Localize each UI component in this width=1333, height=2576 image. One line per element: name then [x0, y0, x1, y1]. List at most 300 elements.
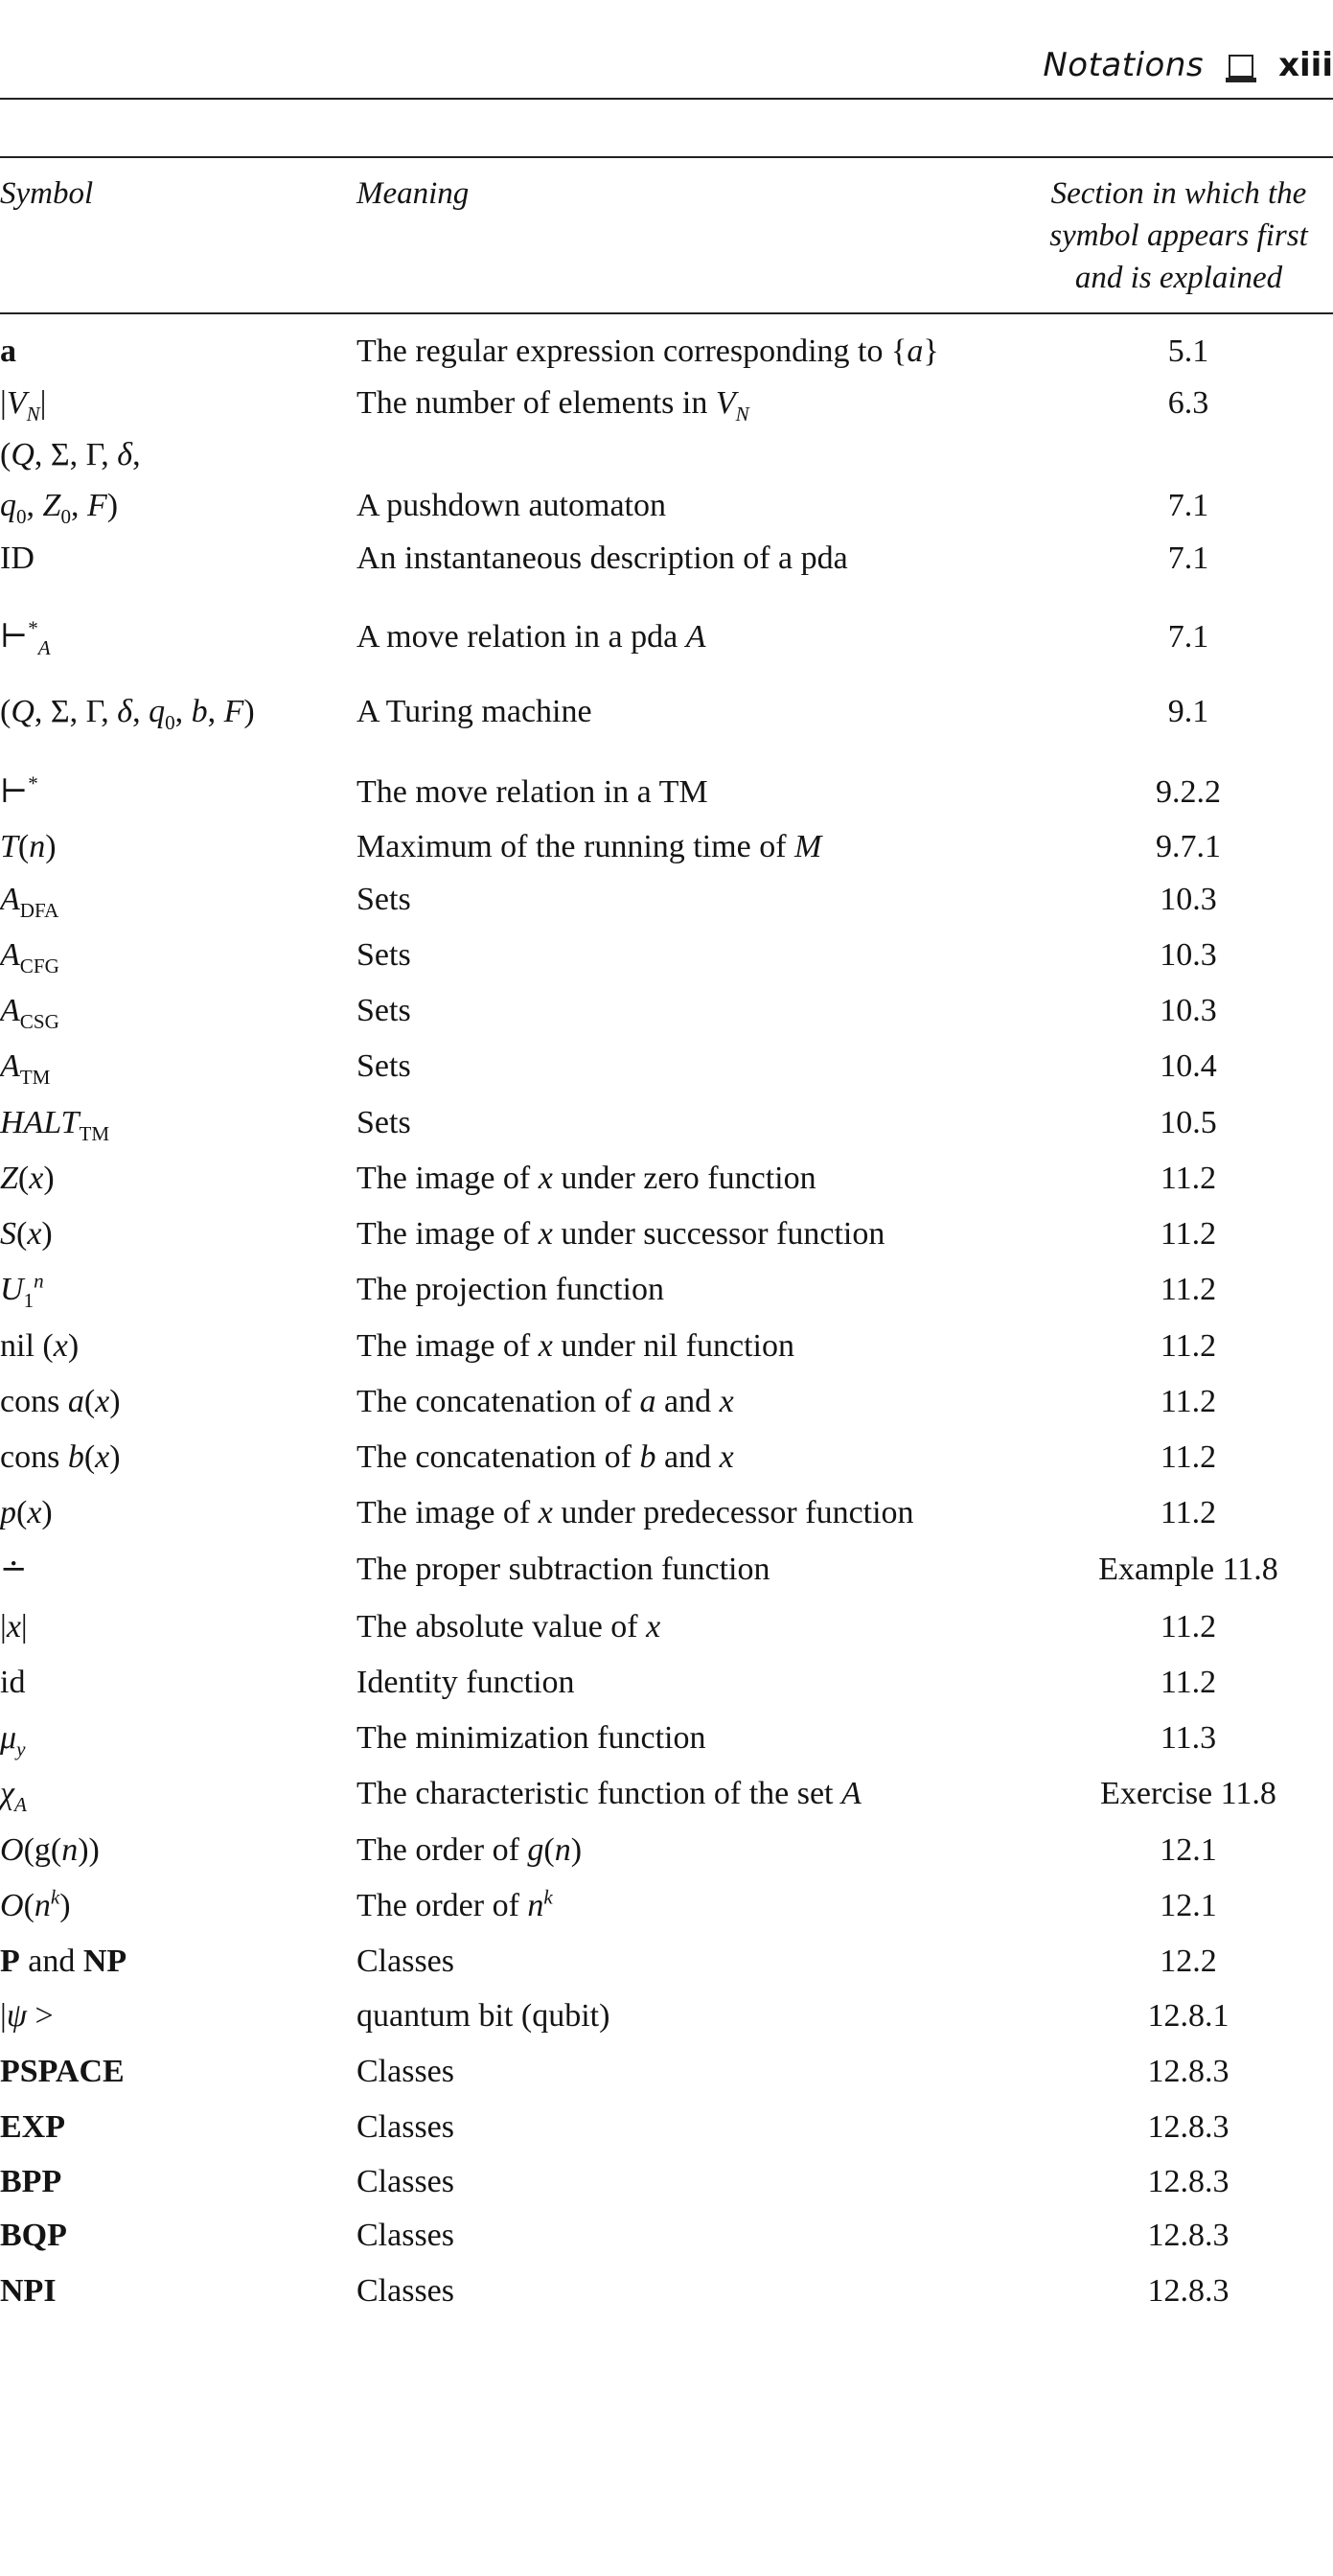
text-run: The order of [356, 1832, 528, 1868]
text-run: ID [0, 540, 34, 576]
text-run: A [841, 1776, 862, 1811]
text-run: , [174, 694, 192, 729]
symbol-cell [0, 1543, 28, 1597]
text-run: , Σ, Γ, [34, 694, 118, 729]
table-row [0, 2265, 1333, 2318]
text-run: A move relation in a pda [356, 619, 686, 655]
meaning-cell [356, 377, 749, 430]
text-run: under successor function [552, 1216, 885, 1252]
text-run: The image of [356, 1328, 539, 1364]
meaning-cell [356, 2209, 454, 2263]
symbol-cell [0, 2101, 65, 2154]
table-top-rule [0, 156, 1333, 158]
text-run: Sets [356, 937, 411, 973]
text-run: A pushdown automaton [356, 488, 666, 523]
symbol-cell [0, 1320, 79, 1373]
text-run: Classes [356, 2054, 454, 2089]
section-cell: 12.8.3 [1147, 2054, 1230, 2089]
text-run: b [191, 694, 208, 729]
section-cell: 11.2 [1160, 1161, 1217, 1196]
meaning-cell [356, 685, 592, 739]
meaning-cell [356, 1543, 770, 1597]
symbol-cell-line1 [0, 428, 141, 482]
text-run: b [67, 1439, 84, 1475]
symbol-cell [0, 2265, 57, 2318]
meaning-cell [356, 1767, 862, 1821]
text-run: ( [543, 1832, 555, 1868]
text-run: χ [0, 1776, 14, 1811]
meaning-cell [356, 929, 411, 982]
text-run: a [639, 1384, 656, 1419]
text-run: The absolute value of [356, 1609, 647, 1644]
symbol-cell [0, 1263, 44, 1317]
text-run: A [37, 635, 51, 659]
text-run: ( [0, 694, 11, 729]
section-cell: 11.2 [1160, 1216, 1217, 1252]
section-cell: 12.1 [1160, 1888, 1217, 1923]
section-cell: Exercise 11.8 [1100, 1776, 1276, 1811]
text-run: q [0, 488, 16, 523]
symbol-cell [0, 1767, 27, 1821]
table-header-rule [0, 312, 1333, 314]
meaning-cell [356, 1990, 609, 2043]
text-run: ) [59, 1888, 71, 1923]
page-number: xiii [1278, 46, 1333, 84]
section-cell: 12.8.1 [1147, 1998, 1230, 2034]
text-run: under nil function [552, 1328, 794, 1364]
text-run: and [655, 1384, 720, 1419]
text-run: ( [16, 1495, 28, 1530]
text-run: A [0, 882, 20, 917]
text-run: V [6, 385, 27, 421]
text-run: DFA [19, 898, 59, 922]
running-head [1043, 46, 1333, 84]
text-run: A [685, 619, 706, 655]
text-run: EXP [0, 2109, 65, 2145]
text-run: | [0, 1609, 7, 1644]
text-run: , Σ, Γ, [34, 437, 118, 472]
symbol-cell [0, 929, 59, 982]
table-row [0, 1431, 1333, 1484]
text-run: b [639, 1439, 656, 1475]
text-run: ⊢ [0, 619, 29, 655]
symbol-cell [0, 325, 16, 379]
text-run: The minimization function [356, 1720, 706, 1756]
text-run: The image of [356, 1216, 539, 1252]
text-run: ( [23, 1888, 34, 1923]
meaning-cell [356, 1431, 734, 1484]
text-run: ) [41, 1495, 53, 1530]
text-run: , [71, 488, 88, 523]
table-row [0, 1824, 1333, 1877]
text-run: ( [83, 1384, 96, 1419]
meaning-cell [356, 1040, 411, 1093]
column-header-section-line: Section in which the [1050, 176, 1307, 211]
text-run: Classes [356, 2273, 454, 2309]
text-run: x [538, 1216, 553, 1252]
meaning-cell [356, 1375, 734, 1429]
text-run: Classes [356, 1944, 454, 1979]
section-cell: 6.3 [1167, 385, 1209, 421]
text-run: ) [45, 829, 57, 864]
text-run: A Turing machine [356, 694, 592, 729]
text-run: ( [83, 1439, 96, 1475]
text-run: n [554, 1832, 571, 1868]
column-header-meaning: Meaning [356, 176, 470, 211]
text-run: μ [0, 1720, 17, 1756]
text-run: | [39, 385, 47, 421]
meaning-cell [356, 820, 821, 874]
table-row [0, 1263, 1333, 1317]
text-run: The regular expression corresponding to { [356, 334, 908, 369]
section-cell: 12.8.3 [1147, 2218, 1230, 2253]
text-run: ) [43, 1161, 55, 1196]
text-run: Classes [356, 2109, 454, 2145]
text-run: Classes [356, 2218, 454, 2253]
text-run: under predecessor function [552, 1495, 914, 1530]
symbol-cell [0, 1431, 121, 1484]
text-run: ) [243, 694, 255, 729]
text-run: ) [109, 1439, 121, 1475]
symbol-cell [0, 1656, 25, 1710]
table-row [0, 1656, 1333, 1710]
text-run: ∸ [0, 1552, 28, 1587]
section-cell: 10.3 [1160, 937, 1217, 973]
text-run: V [715, 385, 736, 421]
text-run: NP [82, 1944, 127, 1979]
text-run: k [543, 1885, 553, 1909]
symbol-cell [0, 2155, 61, 2209]
text-run: The number of elements in [356, 385, 716, 421]
header-rule [0, 98, 1333, 100]
table-row [0, 2101, 1333, 2154]
text-run: nil ( [0, 1328, 54, 1364]
section-cell: Example 11.8 [1098, 1552, 1278, 1587]
meaning-cell [356, 325, 939, 379]
text-run: A [13, 1792, 27, 1816]
text-run: An instantaneous description of a pda [356, 540, 848, 576]
symbol-cell [0, 766, 38, 819]
text-run: A [0, 993, 20, 1028]
running-head-title: Notations [1043, 46, 1205, 84]
table-row [0, 984, 1333, 1038]
meaning-cell [356, 1600, 660, 1654]
text-run: x [646, 1609, 661, 1644]
text-run: ) [41, 1216, 53, 1252]
text-run: n [61, 1832, 79, 1868]
text-run: x [538, 1495, 553, 1530]
symbol-cell [0, 610, 51, 664]
section-cell: 10.4 [1160, 1048, 1217, 1084]
text-run: k [50, 1885, 60, 1909]
table-row [0, 1040, 1333, 1093]
text-run: a [67, 1384, 84, 1419]
meaning-cell [356, 1656, 575, 1710]
text-run: n [527, 1888, 544, 1923]
section-cell: 12.8.3 [1147, 2109, 1230, 2145]
text-run: > [26, 1998, 54, 2034]
text-run: The concatenation of [356, 1439, 640, 1475]
text-run: n [34, 1888, 51, 1923]
meaning-cell [356, 1096, 411, 1150]
section-cell: 11.2 [1160, 1665, 1217, 1700]
text-run: Q [11, 437, 34, 472]
symbol-cell [0, 1040, 50, 1093]
symbol-cell [0, 820, 57, 874]
text-run: n [34, 1269, 44, 1293]
computer-icon [1229, 55, 1253, 78]
symbol-cell [0, 2209, 67, 2263]
symbol-cell [0, 1712, 25, 1765]
meaning-cell [356, 2265, 454, 2318]
text-run: CFG [19, 954, 59, 978]
text-run: x [27, 1216, 42, 1252]
text-run: under zero function [552, 1161, 816, 1196]
table-row [0, 377, 1333, 430]
column-header-section [1016, 172, 1333, 299]
section-cell: 11.2 [1160, 1328, 1217, 1364]
table-row [0, 873, 1333, 927]
symbol-cell [0, 873, 58, 927]
text-run: A [0, 1048, 20, 1084]
text-run: y [16, 1736, 26, 1760]
section-cell: 10.5 [1160, 1105, 1217, 1140]
text-run: x [29, 1161, 44, 1196]
text-run: NPI [0, 2273, 57, 2309]
meaning-cell [356, 532, 848, 586]
table-row [0, 1096, 1333, 1150]
symbol-cell [0, 2045, 125, 2099]
table-row [0, 610, 1333, 664]
meaning-cell [356, 1824, 582, 1877]
text-run: δ [117, 437, 133, 472]
symbol-cell [0, 1600, 28, 1654]
text-run: n [29, 829, 46, 864]
text-run: (g( [23, 1832, 62, 1868]
section-cell: 11.2 [1160, 1495, 1217, 1530]
text-run: a [0, 334, 16, 369]
text-run: O [0, 1888, 24, 1923]
meaning-cell [356, 2155, 454, 2209]
text-run: * [28, 771, 38, 795]
text-run: The characteristic function of the set [356, 1776, 841, 1811]
text-run: The concatenation of [356, 1384, 640, 1419]
meaning-cell [356, 1208, 885, 1261]
table-row [0, 532, 1333, 586]
meaning-cell [356, 1712, 705, 1765]
text-run: | [0, 1998, 7, 2034]
text-run: The image of [356, 1495, 539, 1530]
text-run: x [27, 1495, 42, 1530]
text-run: 0 [16, 504, 27, 528]
symbol-cell [0, 1096, 109, 1150]
meaning-cell [356, 766, 708, 819]
text-run: S [0, 1216, 16, 1252]
text-run: M [794, 829, 822, 864]
table-row [0, 1990, 1333, 2043]
text-run: ( [17, 1161, 30, 1196]
symbol-cell [0, 685, 255, 739]
meaning-cell [356, 1263, 664, 1317]
text-run: , [26, 488, 43, 523]
text-run: The proper subtraction function [356, 1552, 770, 1587]
text-run: TM [79, 1121, 110, 1145]
text-run: Maximum of the running time of [356, 829, 795, 864]
table-row [0, 2209, 1333, 2263]
table-row [0, 929, 1333, 982]
section-cell: 11.2 [1160, 1609, 1217, 1644]
text-run: , [207, 694, 224, 729]
text-run: * [28, 616, 38, 640]
text-run: F [87, 488, 107, 523]
text-run: PSPACE [0, 2054, 125, 2089]
section-cell: 12.1 [1160, 1832, 1217, 1868]
section-cell: 7.1 [1167, 540, 1209, 576]
symbol-cell [0, 1879, 71, 1933]
section-cell: 9.7.1 [1156, 829, 1221, 864]
table-row [0, 1712, 1333, 1765]
meaning-cell [356, 479, 666, 533]
symbol-cell [0, 1990, 54, 2043]
column-header-section-line: symbol appears first [1049, 218, 1308, 253]
symbol-cell [0, 1152, 55, 1206]
table-row [0, 1486, 1333, 1540]
section-cell: 12.2 [1160, 1944, 1217, 1979]
text-run: ( [16, 1216, 28, 1252]
text-run: a [907, 334, 924, 369]
meaning-cell [356, 2045, 454, 2099]
text-run: Identity function [356, 1665, 575, 1700]
table-row [0, 1320, 1333, 1373]
text-run: BQP [0, 2218, 67, 2253]
section-cell: 11.2 [1160, 1272, 1217, 1307]
section-cell: 7.1 [1167, 488, 1209, 523]
text-run: g [527, 1832, 544, 1868]
table-row [0, 1879, 1333, 1933]
text-run: ψ [6, 1998, 27, 2034]
text-run: ( [17, 829, 30, 864]
meaning-cell [356, 1152, 816, 1206]
text-run: 1 [23, 1288, 34, 1312]
text-run: )) [78, 1832, 100, 1868]
meaning-cell [356, 1879, 553, 1933]
text-run: cons [0, 1439, 68, 1475]
text-run: Sets [356, 993, 411, 1028]
section-cell: 10.3 [1160, 882, 1217, 917]
text-run: x [719, 1384, 734, 1419]
table-row [0, 1375, 1333, 1429]
table-row [0, 1600, 1333, 1654]
table-row [0, 1935, 1333, 1989]
section-cell: 12.8.3 [1147, 2273, 1230, 2309]
text-run: , [132, 694, 149, 729]
text-run: Q [11, 694, 34, 729]
text-run: x [538, 1161, 553, 1196]
text-run: Classes [356, 2164, 454, 2199]
text-run: TM [19, 1065, 51, 1089]
meaning-cell [356, 610, 705, 664]
text-run: ) [67, 1328, 80, 1364]
table-row [0, 820, 1333, 874]
symbol-cell [0, 1935, 126, 1989]
text-run: Z [42, 488, 61, 523]
text-run: and [655, 1439, 720, 1475]
text-run: The order of [356, 1888, 528, 1923]
symbol-cell [0, 377, 46, 430]
text-run: 0 [165, 710, 175, 734]
text-run: N [735, 402, 749, 426]
text-run: id [0, 1665, 26, 1700]
symbol-cell [0, 532, 34, 586]
text-run: x [95, 1384, 110, 1419]
text-run: The move relation in a TM [356, 774, 708, 810]
section-cell: 11.2 [1160, 1384, 1217, 1419]
text-run: p [0, 1495, 16, 1530]
text-run: | [20, 1609, 28, 1644]
text-run: ) [109, 1384, 121, 1419]
column-header-section-line: and is explained [1074, 261, 1283, 295]
section-cell: 9.1 [1167, 694, 1209, 729]
text-run: Sets [356, 1105, 411, 1140]
text-run: Sets [356, 882, 411, 917]
text-run: ⊢ [0, 774, 29, 810]
symbol-cell [0, 1375, 121, 1429]
table-row [0, 2045, 1333, 2099]
symbol-cell [0, 479, 118, 533]
table-row [0, 437, 1333, 533]
symbol-cell [0, 984, 59, 1038]
meaning-cell [356, 873, 411, 927]
meaning-cell [356, 1320, 794, 1373]
text-run: N [26, 402, 40, 426]
text-run: F [223, 694, 244, 729]
text-run: δ [117, 694, 133, 729]
text-run: ) [570, 1832, 583, 1868]
text-run: BPP [0, 2164, 62, 2199]
table-row [0, 685, 1333, 739]
section-cell: 11.2 [1160, 1439, 1217, 1475]
symbol-cell [0, 1486, 53, 1540]
text-run: The projection function [356, 1272, 665, 1307]
meaning-cell [356, 1486, 914, 1540]
text-run: x [538, 1328, 553, 1364]
text-run: U [0, 1272, 24, 1307]
text-run: x [95, 1439, 110, 1475]
symbol-cell [0, 1208, 53, 1261]
text-run: } [923, 334, 939, 369]
table-row [0, 2155, 1333, 2209]
text-run: x [6, 1609, 21, 1644]
meaning-cell [356, 1935, 454, 1989]
meaning-cell [356, 2101, 454, 2154]
table-row [0, 325, 1333, 379]
section-cell: 7.1 [1167, 619, 1209, 655]
text-run: O [0, 1832, 24, 1868]
text-run: and [19, 1944, 83, 1979]
text-run: cons [0, 1384, 68, 1419]
column-header-symbol: Symbol [0, 176, 94, 211]
text-run: ) [106, 488, 119, 523]
text-run: P [0, 1944, 20, 1979]
text-run: 0 [60, 504, 72, 528]
section-cell: 10.3 [1160, 993, 1217, 1028]
section-cell: 9.2.2 [1156, 774, 1221, 810]
text-run: quantum bit (qubit) [356, 1998, 610, 2034]
section-cell: 12.8.3 [1147, 2164, 1230, 2199]
text-run: HALT [0, 1105, 80, 1140]
table-row [0, 1543, 1333, 1597]
table-row [0, 1767, 1333, 1821]
